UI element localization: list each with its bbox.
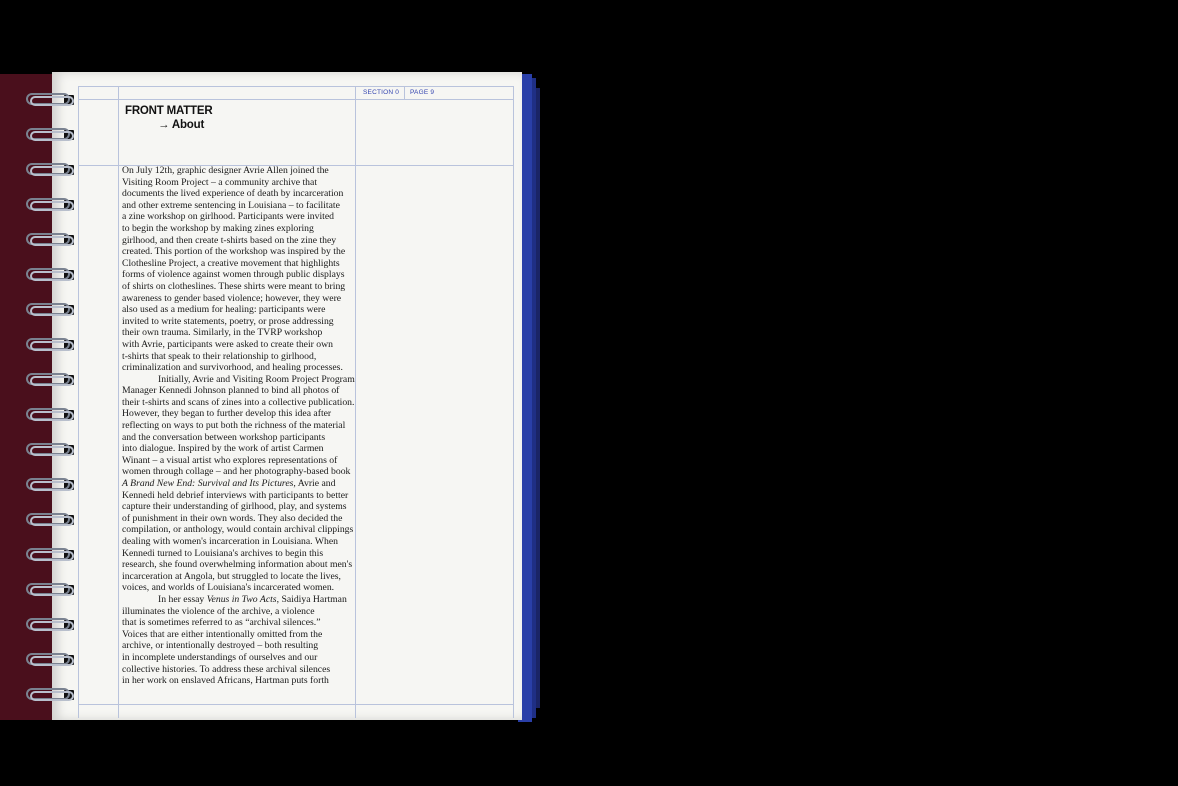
binding-ring [26, 303, 78, 317]
text-line: t-shirts that speak to their relationship to girlhood, [122, 350, 317, 362]
text-segment: In her essay [158, 593, 207, 605]
page-number-label: PAGE 9 [410, 89, 435, 96]
text-line: in her work on enslaved Africans, Hartman puts forth [122, 675, 329, 687]
text-line: Visiting Room Project – a community archive that [122, 176, 318, 188]
text-line: and the conversation between workshop participants [122, 431, 326, 443]
binding-ring [26, 478, 78, 492]
binding-ring [26, 338, 78, 352]
text-line: documents the lived experience of death by incarceration [122, 188, 344, 200]
grid-line [78, 86, 514, 87]
text-line: compilation, or anthology, would contain archival clippings [122, 524, 354, 536]
binding-ring [26, 233, 78, 247]
text-line: a zine workshop on girlhood. Participants were invited [122, 211, 334, 223]
text-line: invited to write statements, poetry, or prose addressing [122, 315, 334, 327]
text-line: awareness to gender based violence; however, they were [122, 292, 342, 304]
text-line: reflecting on ways to put both the richness of the material [122, 420, 346, 432]
text-line: into dialogue. Inspired by the work of artist Carmen [122, 443, 324, 455]
text-line: girlhood, and then create t-shirts based on the zine they [122, 234, 337, 246]
text-line: dealing with women's incarceration in Louisiana. When [122, 536, 338, 547]
text-line: voices, and worlds of Louisiana's incarcerated women. [122, 582, 335, 594]
text-line: Initially, Avrie and Visiting Room Project Program [158, 373, 355, 385]
grid-line [404, 86, 405, 100]
text-line: collective histories. To address these archival silences [122, 663, 331, 675]
text-line: of punishment in their own words. They also decided the [122, 512, 343, 524]
binding-ring [26, 443, 78, 457]
text-line: also used as a medium for healing: participants were [122, 304, 326, 316]
binding-ring [26, 198, 78, 212]
grid-line [78, 86, 79, 718]
text-segment: , Avrie and [293, 478, 336, 490]
text-line: with Avrie, participants were asked to create their own [122, 338, 333, 350]
text-line: Kennedi held debrief interviews with participants to better [122, 489, 349, 501]
binding-ring [26, 408, 78, 422]
binding-ring [26, 268, 78, 282]
grid-line [118, 86, 119, 718]
text-line [122, 594, 390, 606]
text-line: to begin the workshop by making zines exploring [122, 222, 314, 234]
text-line: and other extreme sentencing in Louisiana – to facilitate [122, 199, 340, 211]
binding-ring [26, 548, 78, 562]
binding-ring [26, 128, 78, 142]
binding-ring [26, 163, 78, 177]
text-line: Clothesline Project, a creative movement that highlights [122, 257, 340, 269]
italic-title: A Brand New End: Survival and Its Pictures [122, 478, 294, 490]
text-line: incarceration at Angola, but struggled to locate the lives, [122, 570, 341, 582]
text-line: their t-shirts and scans of zines into a collective publication. [122, 396, 355, 408]
grid-line [78, 99, 514, 100]
body-text [122, 165, 390, 687]
page-edge [536, 88, 540, 708]
binding-ring [26, 583, 78, 597]
text-line: in incomplete understandings of ourselves and our [122, 651, 318, 663]
text-line: On July 12th, graphic designer Avrie Allen joined the [122, 165, 329, 176]
section-title: FRONT MATTER [125, 105, 213, 117]
text-line: research, she found overwhelming information about men's [122, 559, 353, 571]
grid-line [513, 86, 514, 718]
italic-title: Venus in Two Acts [206, 593, 277, 605]
text-line [122, 478, 390, 490]
text-segment: , Saidiya Hartman [276, 593, 347, 605]
text-line: Manager Kennedi Johnson planned to bind all photos of [122, 385, 340, 397]
text-line: criminalization and survivorhood, and healing processes. [122, 362, 343, 374]
text-line: of shirts on clotheslines. These shirts were meant to bring [122, 280, 346, 292]
text-line: their own trauma. Similarly, in the TVRP workshop [122, 327, 323, 339]
text-line: Voices that are either intentionally omitted from the [122, 628, 323, 640]
section-label: SECTION 0 [363, 89, 400, 96]
text-line: that is sometimes referred to as “archival silences.” [122, 617, 321, 629]
binding-ring [26, 653, 78, 667]
binding-ring [26, 93, 78, 107]
text-line: archive, or intentionally destroyed – both resulting [122, 640, 319, 652]
text-line: forms of violence against women through public displays [122, 269, 345, 281]
text-line: created. This portion of the workshop was inspired by the [122, 246, 346, 258]
text-line: capture their understanding of girlhood, play, and systems [122, 501, 347, 513]
text-line: Kennedi turned to Louisiana's archives to begin this [122, 547, 324, 559]
section-subtitle: → About [158, 119, 205, 131]
binding-ring [26, 688, 78, 702]
binding-ring [26, 618, 78, 632]
text-line: Winant – a visual artist who explores representations of [122, 454, 338, 466]
text-line: illuminates the violence of the archive, a violence [122, 605, 315, 617]
text-line: However, they began to further develop this idea after [122, 408, 332, 420]
grid-line [78, 704, 514, 705]
text-line: women through collage – and her photography-based book [122, 466, 351, 478]
binding-ring [26, 513, 78, 527]
binding-ring [26, 373, 78, 387]
